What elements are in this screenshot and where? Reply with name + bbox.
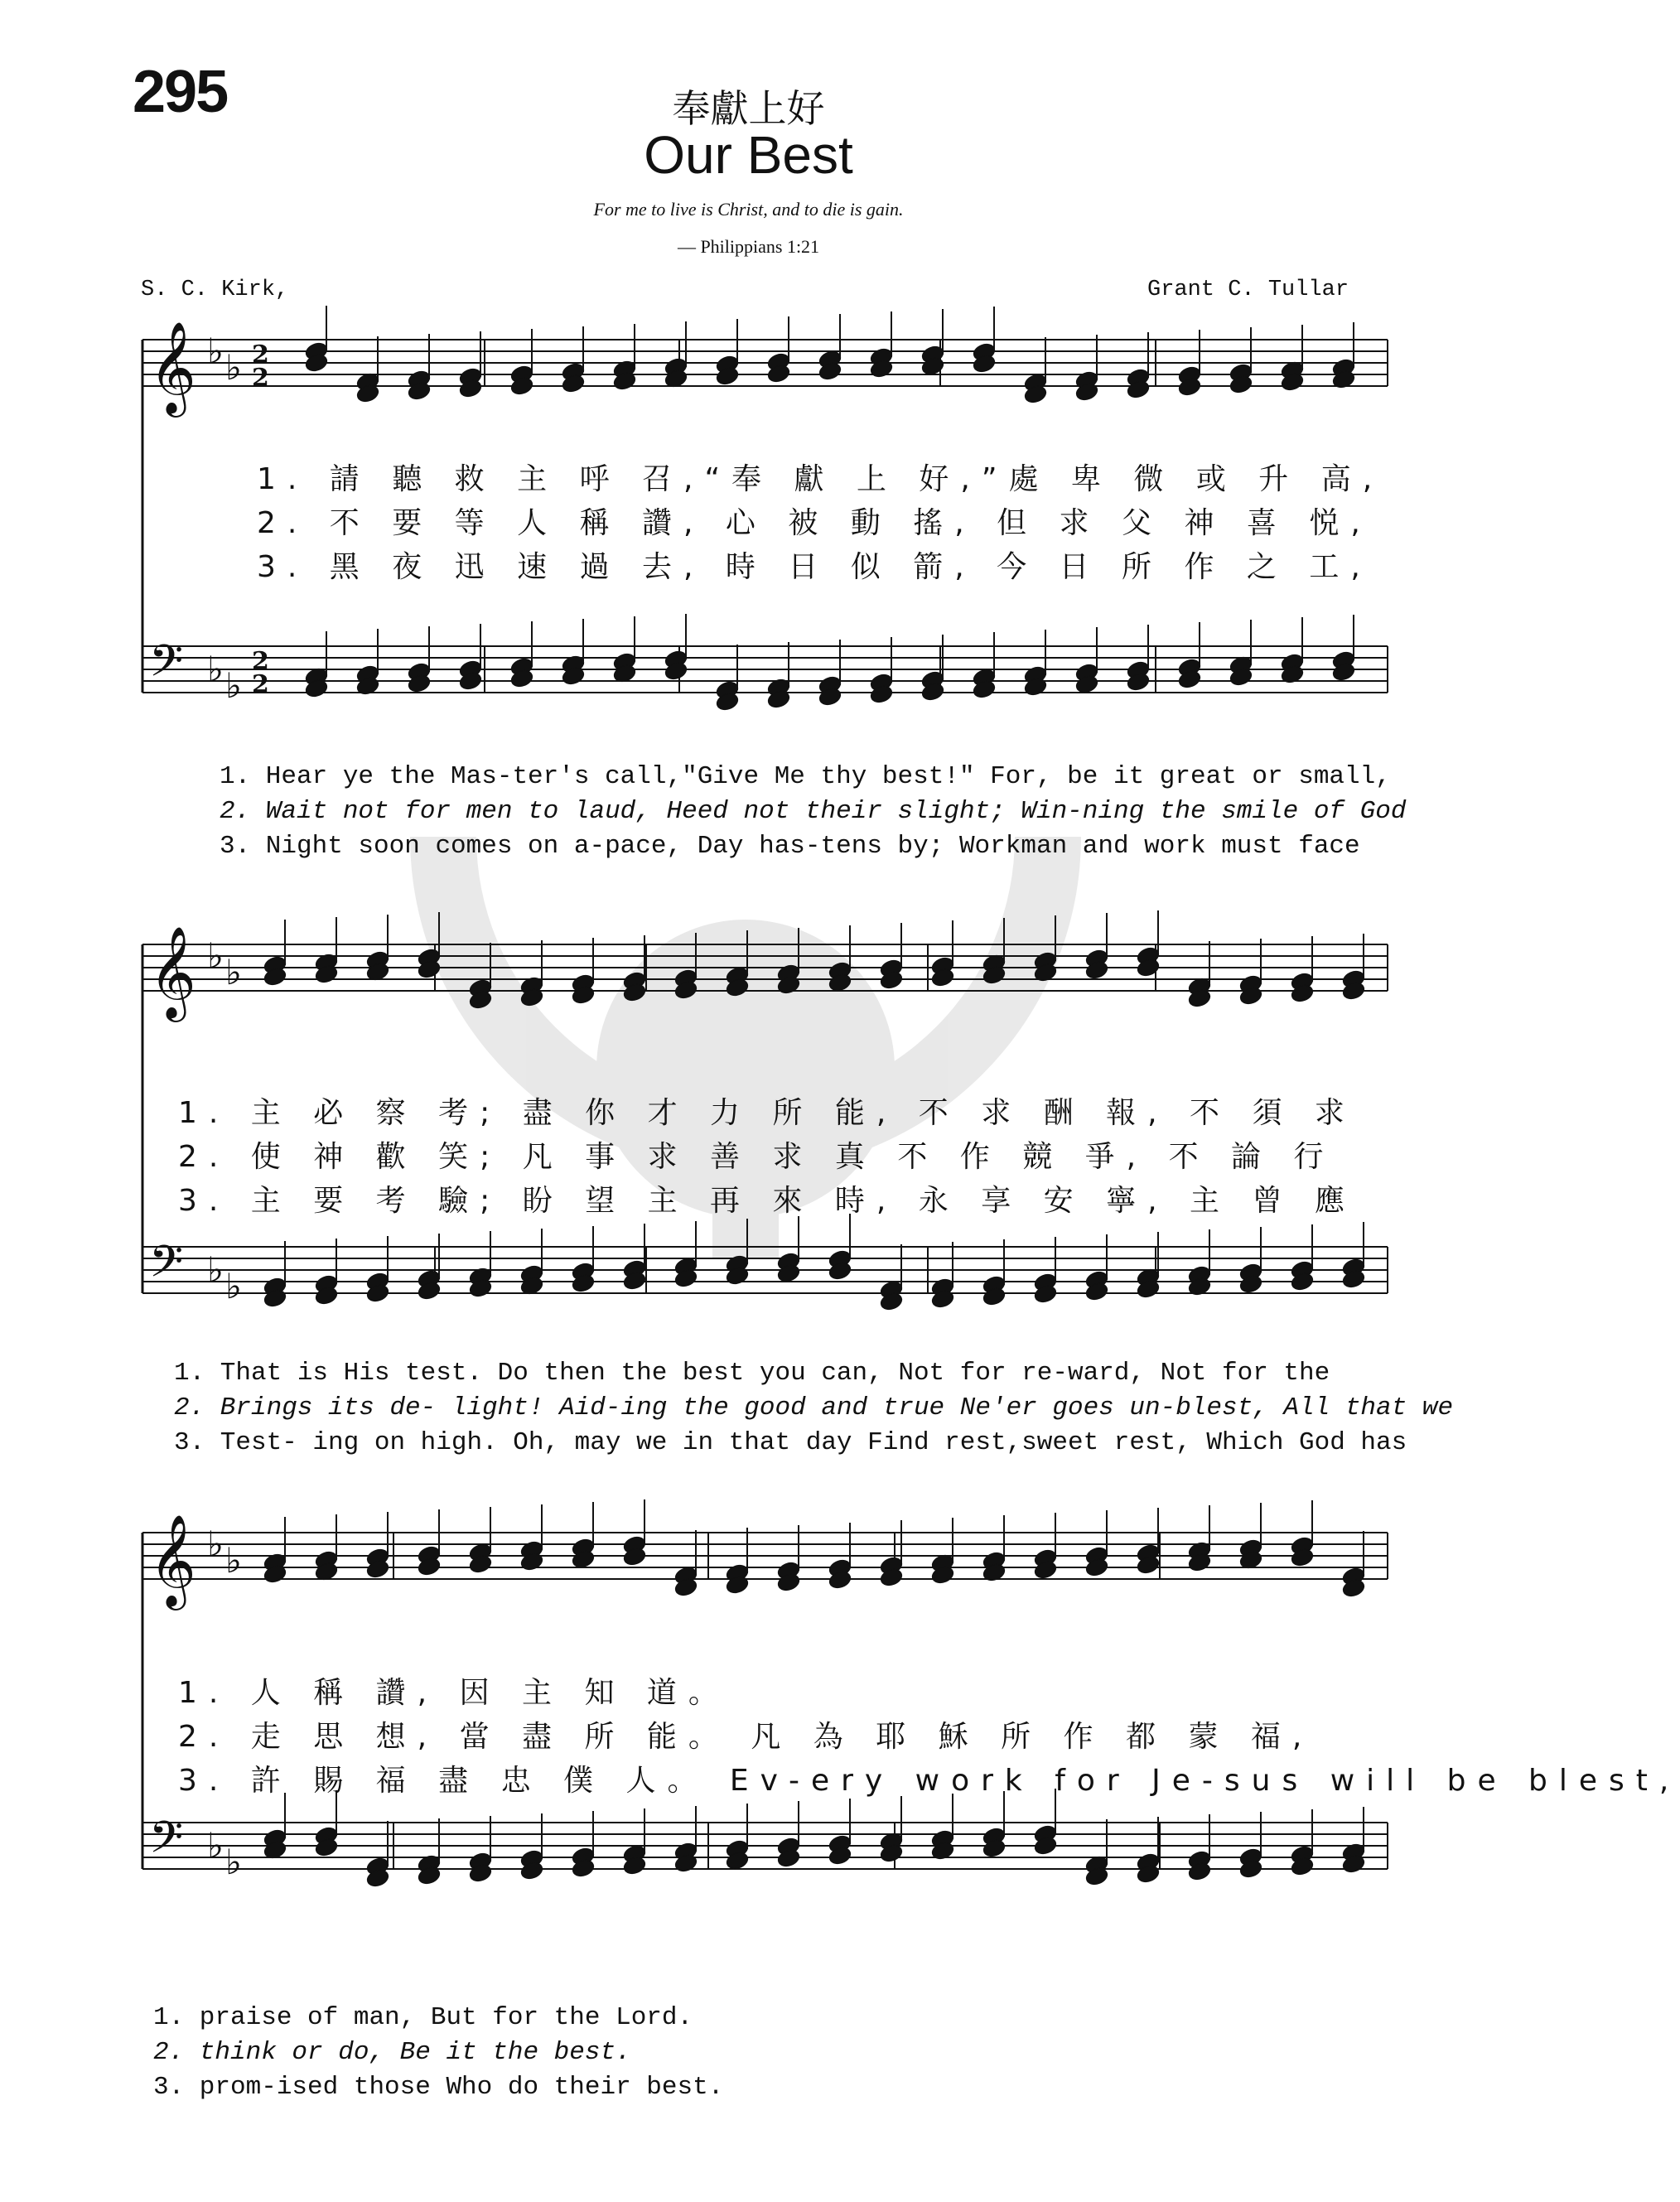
key-signature-flat-icon: ♭ — [225, 665, 242, 706]
lyricist-credit: S. C. Kirk, — [141, 278, 289, 302]
chinese-lyric-s2-v3: 3. 主 要 考 驗; 盼 望 主 再 來 時, 永 享 安 寧, 主 曾 應 — [178, 1184, 1356, 1218]
chinese-lyric-s3-v3: 3. 許 賜 福 盡 忠 僕 人。 Ev-ery work for Je-sus will be blest, — [178, 1764, 1680, 1798]
title-chinese: 奉獻上好 — [672, 86, 825, 131]
bass-clef-icon: 𝄢 — [149, 1813, 184, 1874]
english-lyric-s1-v1: 1. Hear ye the Mas-ter's call,"Give Me thy best!" For, be it great or small, — [220, 762, 1391, 791]
key-signature-flat-icon: ♭ — [225, 1266, 242, 1306]
english-lyric-s1-v3: 3. Night soon comes on a-pace, Day has-tens by; Workman and work must face — [220, 832, 1360, 861]
key-signature-flat-icon: ♭ — [207, 1524, 224, 1564]
key-signature-flat-icon: ♭ — [225, 952, 242, 992]
treble-clef-icon: 𝄞 — [149, 1514, 196, 1606]
key-signature-flat-icon: ♭ — [207, 1249, 224, 1290]
key-signature-flat-icon: ♭ — [207, 935, 224, 976]
time-signature-bottom: 2 — [252, 364, 269, 393]
chinese-lyric-s3-v2: 2. 走 思 想, 當 盡 所 能。 凡 為 耶 穌 所 作 都 蒙 福, — [178, 1720, 1314, 1754]
chinese-lyric-s1-v3: 3. 黑 夜 迅 速 過 去, 時 日 似 箭, 今 日 所 作 之 工, — [257, 550, 1372, 584]
epigraph: For me to live is Christ, and to die is gain. — [593, 199, 904, 220]
chinese-lyric-s2-v2: 2. 使 神 歡 笑; 凡 事 求 善 求 真 不 作 競 爭, 不 論 行 — [178, 1140, 1335, 1174]
treble-clef-icon: 𝄞 — [149, 321, 196, 413]
bass-clef-icon: 𝄢 — [149, 636, 184, 698]
key-signature-flat-icon: ♭ — [225, 1842, 242, 1882]
title-english: Our Best — [644, 125, 853, 185]
time-signature-top: 2 — [252, 647, 269, 676]
english-lyric-s1-v2: 2. Wait not for men to laud, Heed not their slight; Win-ning the smile of God — [220, 797, 1407, 826]
key-signature-flat-icon: ♭ — [207, 331, 224, 371]
english-lyric-s2-v1: 1. That is His test. Do then the best you can, Not for re-ward, Not for the — [174, 1359, 1330, 1388]
composer-credit: Grant C. Tullar — [1147, 278, 1349, 302]
english-lyric-s3-v1: 1. praise of man, But for the Lord. — [153, 2003, 693, 2032]
key-signature-flat-icon: ♭ — [207, 649, 224, 689]
time-signature-bottom: 2 — [252, 670, 269, 699]
time-signature-top: 2 — [252, 340, 269, 369]
treble-clef-icon: 𝄞 — [149, 925, 196, 1018]
key-signature-flat-icon: ♭ — [207, 1825, 224, 1866]
english-lyric-s2-v2: 2. Brings its de- light! Aid-ing the good and true Ne'er goes un-blest, All that we — [174, 1393, 1454, 1422]
epigraph-reference: — Philippians 1:21 — [677, 236, 820, 257]
english-lyric-s2-v3: 3. Test- ing on high. Oh, may we in that day Find rest,sweet rest, Which God has — [174, 1428, 1407, 1457]
hymn-number: 295 — [133, 59, 228, 125]
chinese-lyric-s2-v1: 1. 主 必 察 考; 盡 你 才 力 所 能, 不 求 酬 報, 不 須 求 — [178, 1096, 1356, 1130]
chinese-lyric-s3-v1: 1. 人 稱 讚, 因 主 知 道。 — [178, 1676, 730, 1710]
english-lyric-s3-v3: 3. prom-ised those Who do their best. — [153, 2073, 724, 2102]
chinese-lyric-s1-v2: 2. 不 要 等 人 稱 讚, 心 被 動 搖, 但 求 父 神 喜 悦, — [257, 506, 1372, 540]
bass-clef-icon: 𝄢 — [149, 1237, 184, 1298]
key-signature-flat-icon: ♭ — [225, 347, 242, 388]
key-signature-flat-icon: ♭ — [225, 1540, 242, 1581]
english-lyric-s3-v2: 2. think or do, Be it the best. — [153, 2038, 631, 2067]
chinese-lyric-s1-v1: 1. 請 聽 救 主 呼 召,“奉 獻 上 好,”處 卑 微 或 升 高, — [257, 462, 1384, 496]
